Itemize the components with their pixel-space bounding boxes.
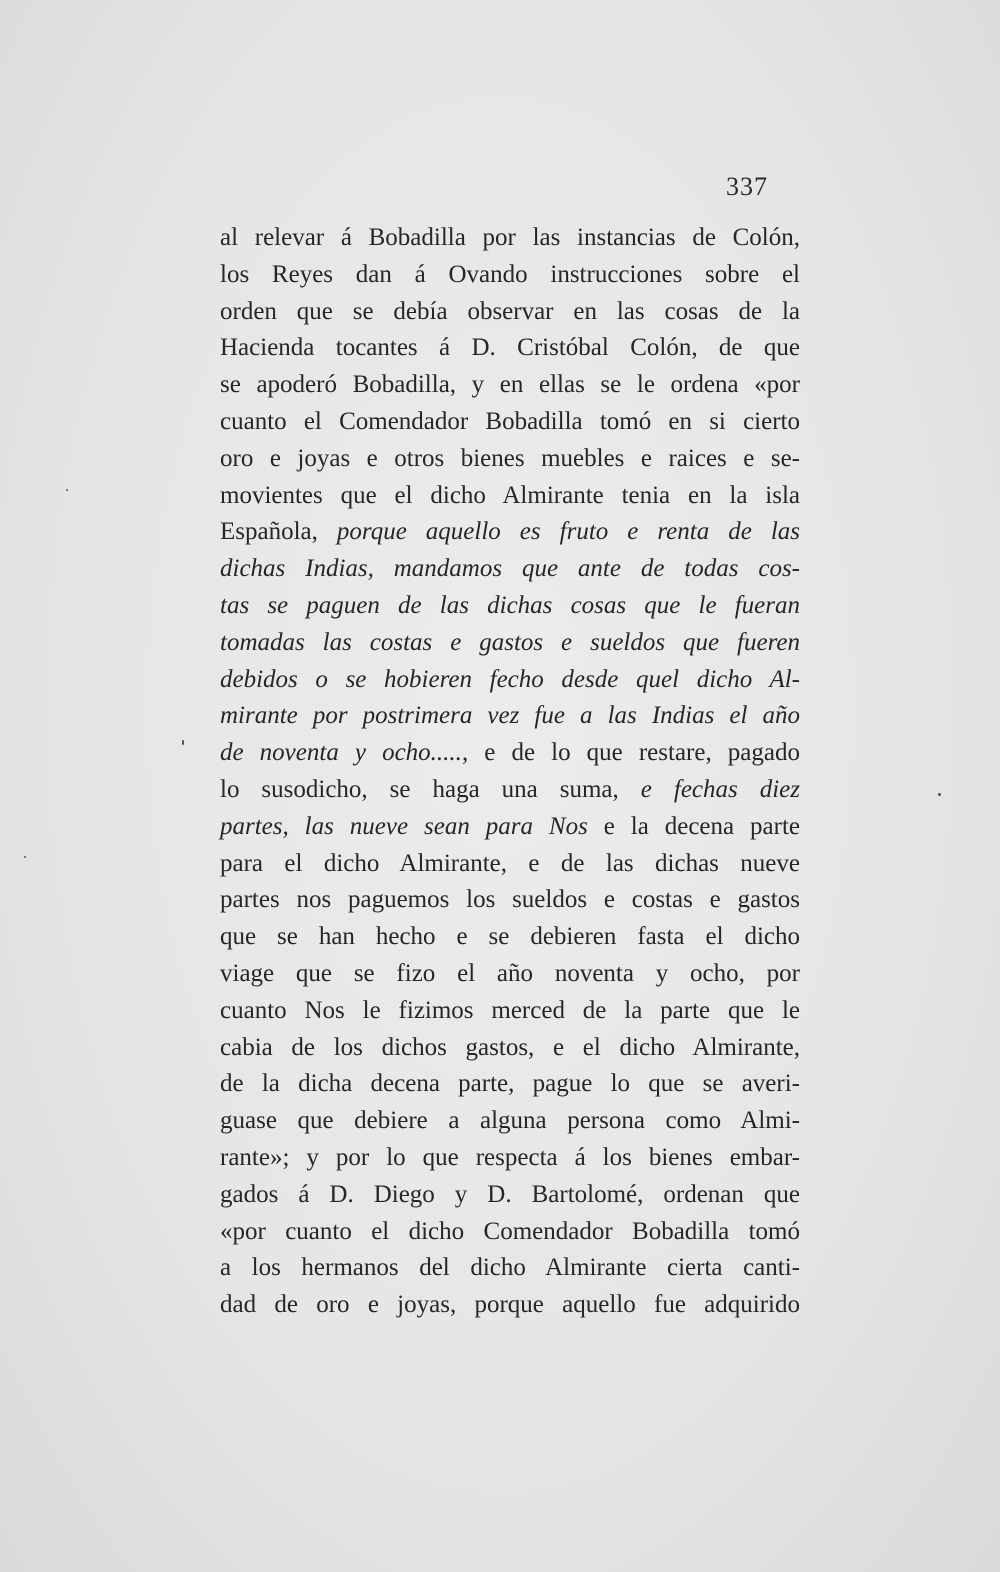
paper-speck (66, 489, 68, 491)
text-line (220, 956, 800, 993)
text-line (220, 514, 800, 551)
italic-text-segment: e fechas diez (640, 775, 800, 803)
text-line (220, 846, 800, 883)
paper-speck (24, 856, 26, 858)
text-segment: Española, (220, 518, 337, 546)
text-segment: que se han hecho e se debieren fasta el dicho (220, 923, 800, 951)
page-number: 337 (726, 172, 768, 201)
text-line (220, 1287, 800, 1324)
text-line (220, 698, 800, 735)
italic-text-segment: porque aquello es fruto e renta de las (336, 518, 801, 546)
text-line (220, 330, 800, 367)
italic-text-segment: tas se paguen de las dichas cosas que le fueran (220, 591, 800, 619)
text-line (220, 294, 800, 331)
text-segment: dad de oro e joyas, porque aquello fue adquirido (220, 1291, 800, 1319)
body-text (220, 220, 800, 1324)
text-segment: viage que se fizo el año noventa y ocho, por (220, 959, 800, 987)
text-line (220, 772, 800, 809)
text-segment: partes nos paguemos los sueldos e costas e gastos (220, 886, 800, 914)
text-segment: , e de lo que restare, pagado (461, 739, 800, 767)
italic-text-segment: partes, las nueve sean para Nos (220, 812, 588, 840)
text-line (220, 882, 800, 919)
text-line (220, 735, 800, 772)
text-segment: gados á D. Diego y D. Bartolomé, ordenan que (220, 1180, 800, 1208)
text-line (220, 220, 800, 257)
text-line (220, 662, 800, 699)
italic-text-segment: mirante por postrimera vez fue a las Indias el año (220, 702, 800, 730)
text-segment: e la decena parte (587, 812, 801, 840)
text-line (220, 441, 800, 478)
text-line (220, 1250, 800, 1287)
text-line (220, 993, 800, 1030)
italic-text-segment: dichas Indias, mandamos que ante de todas cos- (220, 555, 800, 583)
italic-text-segment: debidos o se hobieren fecho desde quel dicho Al- (220, 665, 800, 693)
text-segment: para el dicho Almirante, e de las dichas nueve (220, 849, 800, 877)
text-line (220, 1066, 800, 1103)
text-line (220, 1140, 800, 1177)
text-segment: rante»; y por lo que respecta á los bienes embar- (220, 1143, 800, 1171)
text-line (220, 1177, 800, 1214)
text-line (220, 1214, 800, 1251)
text-line (220, 551, 800, 588)
text-line (220, 404, 800, 441)
text-segment: se apoderó Bobadilla, y en ellas se le ordena «por (220, 371, 800, 399)
text-line (220, 588, 800, 625)
italic-text-segment: tomadas las costas e gastos e sueldos que fueren (220, 628, 800, 656)
text-segment: Hacienda tocantes á D. Cristóbal Colón, de que (220, 334, 800, 362)
text-segment: guase que debiere a alguna persona como Almi- (220, 1107, 800, 1135)
italic-text-segment: de noventa y ocho..... (220, 739, 462, 767)
text-line (220, 478, 800, 515)
text-segment: movientes que el dicho Almirante tenia en la isla (220, 481, 800, 509)
text-line (220, 367, 800, 404)
text-segment: a los hermanos del dicho Almirante cierta canti- (220, 1254, 800, 1282)
paper-speck (182, 740, 184, 745)
text-line (220, 257, 800, 294)
text-line (220, 1030, 800, 1067)
text-segment: lo susodicho, se haga una suma, (220, 775, 641, 803)
text-segment: los Reyes dan á Ovando instrucciones sobre el (220, 260, 800, 288)
text-segment: orden que se debía observar en las cosas de la (220, 297, 800, 325)
text-segment: cuanto Nos le fizimos merced de la parte que le (220, 996, 800, 1024)
text-line (220, 919, 800, 956)
text-segment: al relevar á Bobadilla por las instancias de Colón, (220, 224, 800, 251)
text-line (220, 1103, 800, 1140)
text-segment: cuanto el Comendador Bobadilla tomó en si cierto (220, 407, 800, 435)
paper-speck (938, 793, 941, 796)
text-segment: cabia de los dichos gastos, e el dicho Almirante, (220, 1033, 800, 1061)
text-segment: «por cuanto el dicho Comendador Bobadilla tomó (220, 1217, 800, 1245)
text-line (220, 809, 800, 846)
text-segment: oro e joyas e otros bienes muebles e raices e se- (220, 444, 800, 472)
text-line (220, 625, 800, 662)
text-segment: de la dicha decena parte, pague lo que se averi- (220, 1070, 800, 1098)
